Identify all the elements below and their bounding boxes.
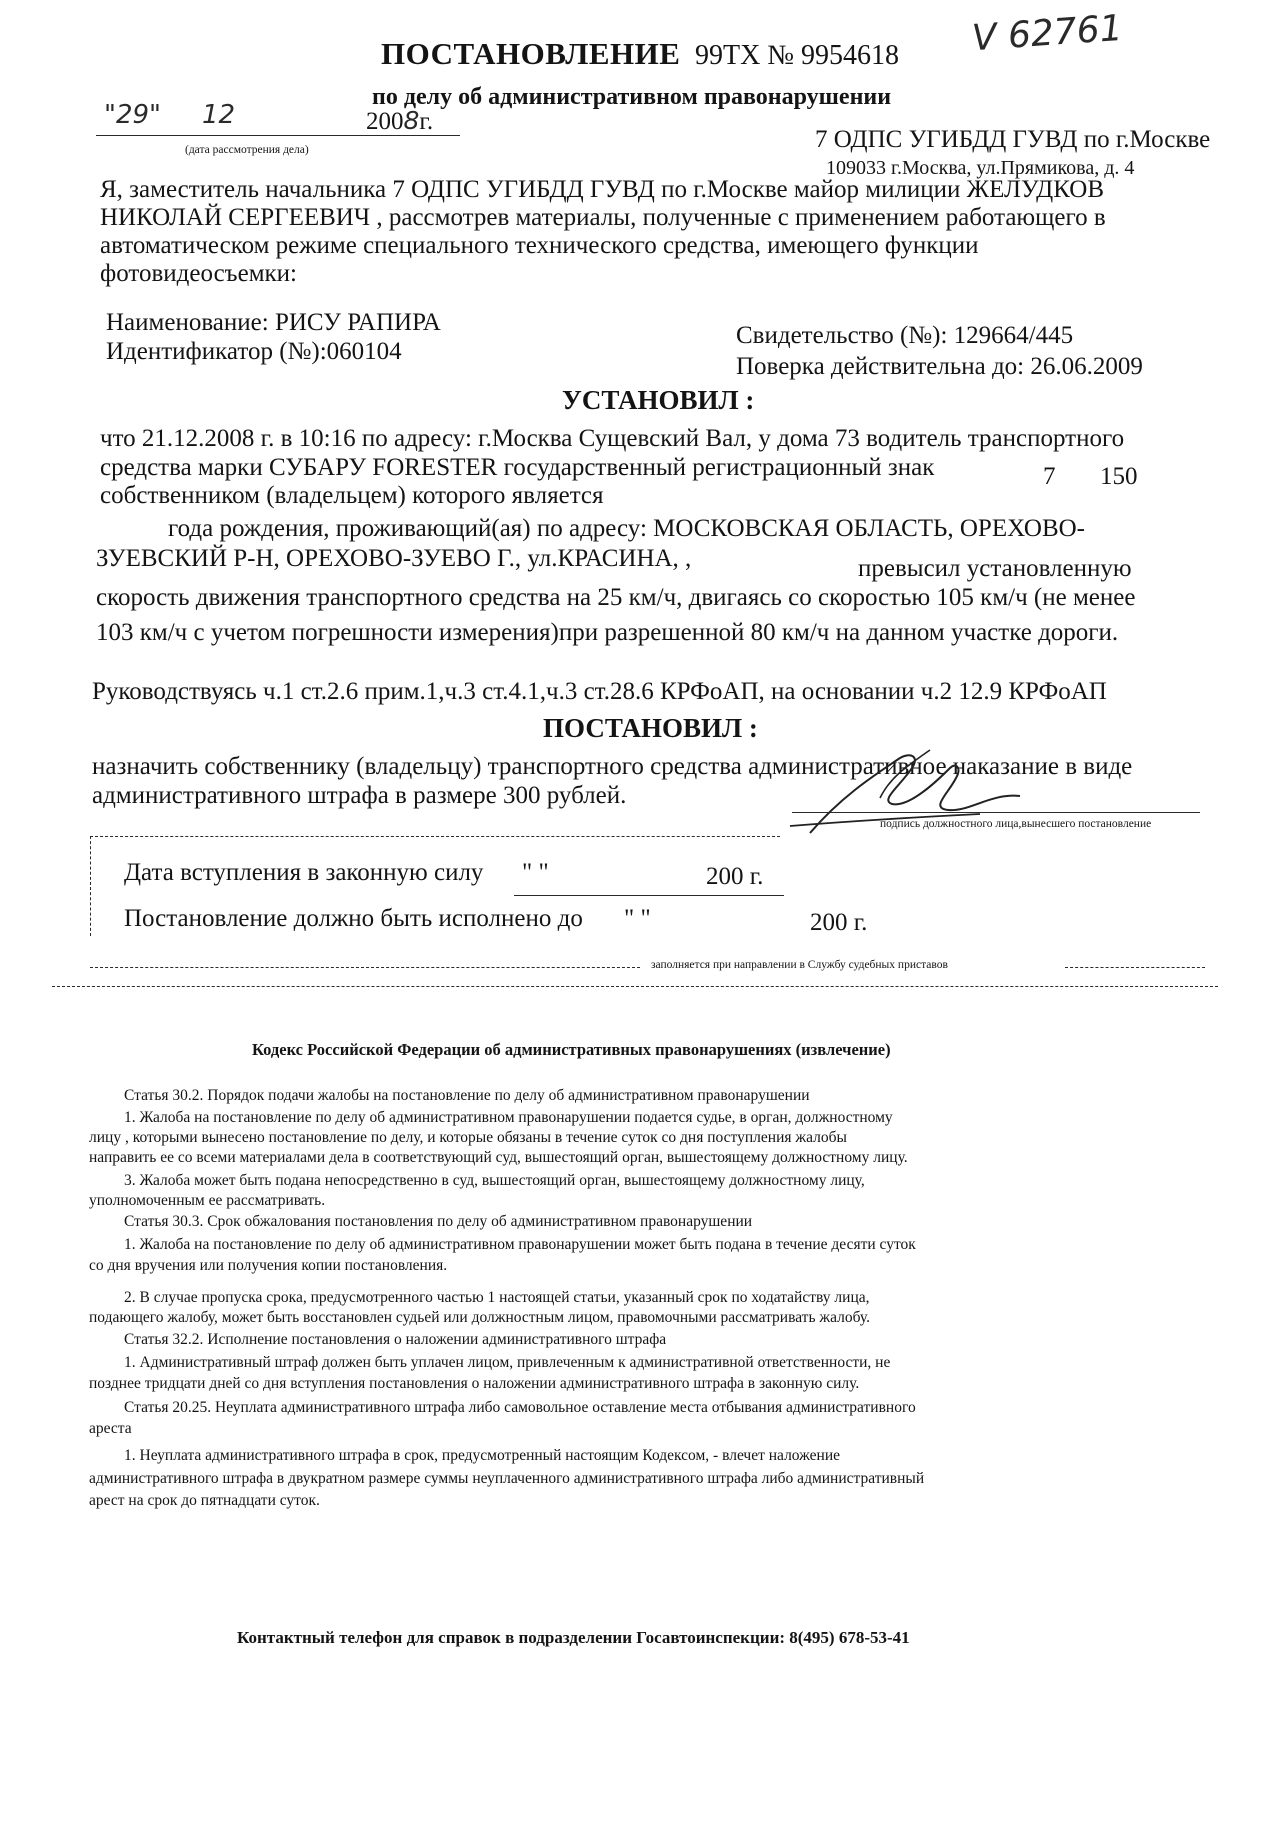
series-number: 99ТХ № 9954618 xyxy=(695,40,900,71)
date-year: 2008г. xyxy=(366,106,434,135)
signature-caption: подпись должностного лица,вынесшего постановление xyxy=(880,818,1152,830)
box-bottom-border xyxy=(90,967,640,968)
established-line: собственником (владельцем) которого является xyxy=(100,482,604,509)
codex-line: 2. В случае пропуска срока, предусмотренного частью 1 настоящей статьи, указанный срок по ходатайству лица, xyxy=(124,1289,870,1306)
document-title: ПОСТАНОВЛЕНИЕ xyxy=(381,36,681,71)
box-left-border xyxy=(90,836,91,936)
handwritten-stamp-number: V 62761 xyxy=(970,7,1124,60)
plate-number-left: 7 xyxy=(1043,463,1056,490)
codex-line: 1. Жалоба на постановление по делу об административном правонарушении может быть подана в течение десяти суток xyxy=(124,1236,916,1253)
box-bottom-border-right xyxy=(1065,967,1205,968)
codex-line: административного штрафа в двукратном размере суммы неуплаченного административного штрафа либо административный xyxy=(89,1470,925,1487)
codex-line: арест на срок до пятнадцати суток. xyxy=(89,1492,320,1509)
established-line: что 21.12.2008 г. в 10:16 по адресу: г.Москва Сущевский Вал, у дома 73 водитель транспортного xyxy=(100,425,1125,452)
codex-line: ареста xyxy=(89,1420,132,1437)
bailiff-note: заполняется при направлении в Службу судебных приставов xyxy=(651,959,948,971)
effective-date-label: Дата вступления в законную силу xyxy=(124,859,484,886)
codex-heading: Кодекс Российской Федерации об административных правонарушениях (извлечение) xyxy=(252,1040,891,1059)
execute-date-year: 200 г. xyxy=(810,909,868,936)
established-heading: УСТАНОВИЛ : xyxy=(562,385,755,415)
date-month: 12 xyxy=(202,100,236,130)
intro-line: НИКОЛАЙ СЕРГЕЕВИЧ , рассмотрев материалы, полученные с применением работающего в xyxy=(100,204,1106,231)
box-top-border xyxy=(90,836,780,837)
resolved-line: назначить собственнику (владельцу) транспортного средства административное наказание в виде xyxy=(92,753,1133,780)
device-certificate: Свидетельство (№): 129664/445 xyxy=(736,322,1074,349)
codex-line: лицу , которыми вынесено постановление по делу, и которые обязаны в течение суток со дня поступления жалобы xyxy=(89,1129,847,1146)
established-line: средства марки СУБАРУ FORESTER государственный регистрационный знак xyxy=(100,454,935,481)
established-line: превысил установленную xyxy=(858,555,1132,582)
established-line: скорость движения транспортного средства на 25 км/ч, двигаясь со скоростью 105 км/ч (не менее xyxy=(96,584,1136,611)
execute-date-quotes: " " xyxy=(624,905,651,932)
authority-address: 109033 г.Москва, ул.Прямикова, д. 4 xyxy=(826,157,1135,179)
codex-line: Статья 20.25. Неуплата административного штрафа либо самовольное оставление места отбывания административного xyxy=(124,1399,916,1416)
legal-basis: Руководствуясь ч.1 ст.2.6 прим.1,ч.3 ст.4.1,ч.3 ст.28.6 КРФоАП, на основании ч.2 12.9 КРФоАП xyxy=(92,678,1107,705)
codex-line: Статья 30.3. Срок обжалования постановления по делу об административном правонарушении xyxy=(124,1213,753,1230)
codex-line: 1. Административный штраф должен быть уплачен лицом, привлеченным к административной ответственности, не xyxy=(124,1354,891,1371)
codex-line: 1. Жалоба на постановление по делу об административном правонарушении подается судье, в орган, должностному xyxy=(124,1109,893,1126)
intro-line: автоматическом режиме специального технического средства, имеющего функции xyxy=(100,232,979,259)
effective-date-year: 200 г. xyxy=(706,863,764,890)
plate-number-right: 150 xyxy=(1100,463,1138,490)
codex-line: 1. Неуплата административного штрафа в срок, предусмотренный настоящим Кодексом, - влечет наложение xyxy=(124,1447,841,1464)
codex-line: 3. Жалоба может быть подана непосредственно в суд, вышестоящий орган, вышестоящему должностному лицу, xyxy=(124,1172,865,1189)
date-underline xyxy=(96,135,460,136)
signature xyxy=(780,738,1040,848)
device-identifier: Идентификатор (№):060104 xyxy=(106,338,402,365)
codex-line: направить ее со всеми материалами дела в соответствующий суд, вышестоящий орган, вышестоящему должностному лицу. xyxy=(89,1149,908,1166)
execute-date-label: Постановление должно быть исполнено до xyxy=(124,905,583,932)
document-subtitle: по делу об административном правонарушении xyxy=(372,84,892,110)
established-line: 103 км/ч с учетом погрешности измерения)при разрешенной 80 км/ч на данном участке дороги. xyxy=(96,619,1119,646)
intro-line: фотовидеосъемки: xyxy=(100,260,297,287)
effective-date-underline xyxy=(514,895,784,896)
contact-phone: Контактный телефон для справок в подразделении Госавтоинспекции: 8(495) 678-53-41 xyxy=(237,1628,910,1647)
date-caption: (дата рассмотрения дела) xyxy=(185,144,309,156)
signature-line xyxy=(792,812,1200,813)
device-verification: Поверка действительна до: 26.06.2009 xyxy=(736,353,1143,380)
codex-line: Статья 32.2. Исполнение постановления о наложении административного штрафа xyxy=(124,1331,667,1348)
codex-line: Статья 30.2. Порядок подачи жалобы на постановление по делу об административном правонарушении xyxy=(124,1087,810,1104)
codex-line: со дня вручения или получения копии постановления. xyxy=(89,1257,448,1274)
established-line: года рождения, проживающий(ая) по адресу: МОСКОВСКАЯ ОБЛАСТЬ, ОРЕХОВО- xyxy=(168,515,1086,542)
device-name: Наименование: РИСУ РАПИРА xyxy=(106,309,441,336)
intro-line: Я, заместитель начальника 7 ОДПС УГИБДД ГУВД по г.Москве майор милиции ЖЕЛУДКОВ xyxy=(100,176,1104,203)
established-line: ЗУЕВСКИЙ Р-Н, ОРЕХОВО-ЗУЕВО Г., ул.КРАСИНА, , xyxy=(96,545,692,572)
resolved-heading: ПОСТАНОВИЛ : xyxy=(543,713,758,743)
codex-line: уполномоченным ее рассматривать. xyxy=(89,1192,326,1209)
effective-date-quotes: " " xyxy=(522,859,549,886)
codex-line: подающего жалобу, может быть восстановлен судьей или должностным лицом, правомочными рассматривать жалобу. xyxy=(89,1309,870,1326)
authority-name: 7 ОДПС УГИБДД ГУВД по г.Москве xyxy=(815,126,1211,153)
cut-line xyxy=(52,986,1218,987)
codex-line: позднее тридцати дней со дня вступления постановления о наложении административного штрафа в законную силу. xyxy=(89,1375,860,1392)
date-day: "29" xyxy=(104,100,162,130)
resolved-line: административного штрафа в размере 300 рублей. xyxy=(92,782,627,809)
